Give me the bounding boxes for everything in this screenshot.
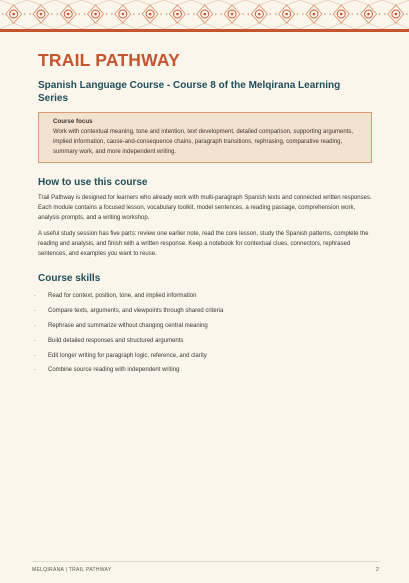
how-to-use-paragraph: Trail Pathway is designed for learners who already work with multi-paragraph Spanish texts and connected written responses. Each module contains a focused lesson, vocabulary toolkit, model sentences, a reading passage, comprehension work, analysis prompts, and a writing workshop. [38,195,372,221]
bullet-icon: · [34,322,36,329]
diamond-motif [300,0,327,29]
course-skills-heading: Course skills [38,273,101,284]
bullet-icon: · [34,367,36,374]
diamond-motif [0,0,27,29]
diamond-motif [273,0,300,29]
document-title: TRAIL PATHWAY [38,50,180,70]
footer-rule [32,561,380,562]
skill-text: Compare texts, arguments, and viewpoints through shared criteria [48,307,224,314]
diamond-motif [164,0,191,29]
footer-label: MELQIRANA | TRAIL PATHWAY [32,567,112,573]
diamond-motif [246,0,273,29]
skill-item [34,365,372,375]
skill-text: Combine source reading with independent writing [48,367,180,374]
how-to-use-heading: How to use this course [38,177,148,188]
diamond-motif [27,0,54,29]
diamond-motif [328,0,355,29]
banner-rule [0,29,409,32]
skill-item [34,336,372,346]
diamond-motif [218,0,245,29]
bullet-icon: · [34,293,36,299]
bullet-icon: · [34,352,36,359]
course-focus-text: Work with contextual meaning, tone and intention, text development, detailed comparison, supporting arguments, implied information, cause-and-consequence chains, paragraph transitions, rephrasing, comparative reading, summary work, and more independent writing. [53,129,354,155]
course-focus-box [38,112,372,163]
skill-text: Read for context, position, tone, and implied information [48,293,197,299]
diamond-pattern [0,0,409,29]
diamond-motif [55,0,82,29]
decorative-banner [0,0,409,29]
diamond-motif [137,0,164,29]
skill-text: Edit longer writing for paragraph logic, reference, and clarity [48,352,207,359]
course-skills-list [34,291,372,375]
how-to-use-paragraph: A useful study session has five parts: review one earlier note, read the core lesson, study the Spanish patterns, complete the reading and analysis, and finish with a written response. Keep a notebook for contextual clues, connectors, rephrased sentences, and examples you want to reuse. [38,231,369,257]
page-number: 2 [376,567,379,573]
skill-item [34,321,372,331]
skill-item [34,291,372,301]
diamond-motif [109,0,136,29]
skill-text: Build detailed responses and structured arguments [48,337,184,344]
diamond-motif [382,0,409,29]
skill-item [34,351,372,361]
page-content [34,50,372,380]
document-subtitle: Spanish Language Course - Course 8 of the Melqirana Learning Series [38,80,341,104]
skill-text: Rephrase and summarize without changing central meaning [48,322,208,329]
diamond-motif [355,0,382,29]
skill-item [34,306,372,316]
diamond-motif [191,0,218,29]
diamond-motif [82,0,109,29]
bullet-icon: · [34,307,36,314]
course-focus-heading: Course focus [53,118,93,125]
bullet-icon: · [34,337,36,344]
